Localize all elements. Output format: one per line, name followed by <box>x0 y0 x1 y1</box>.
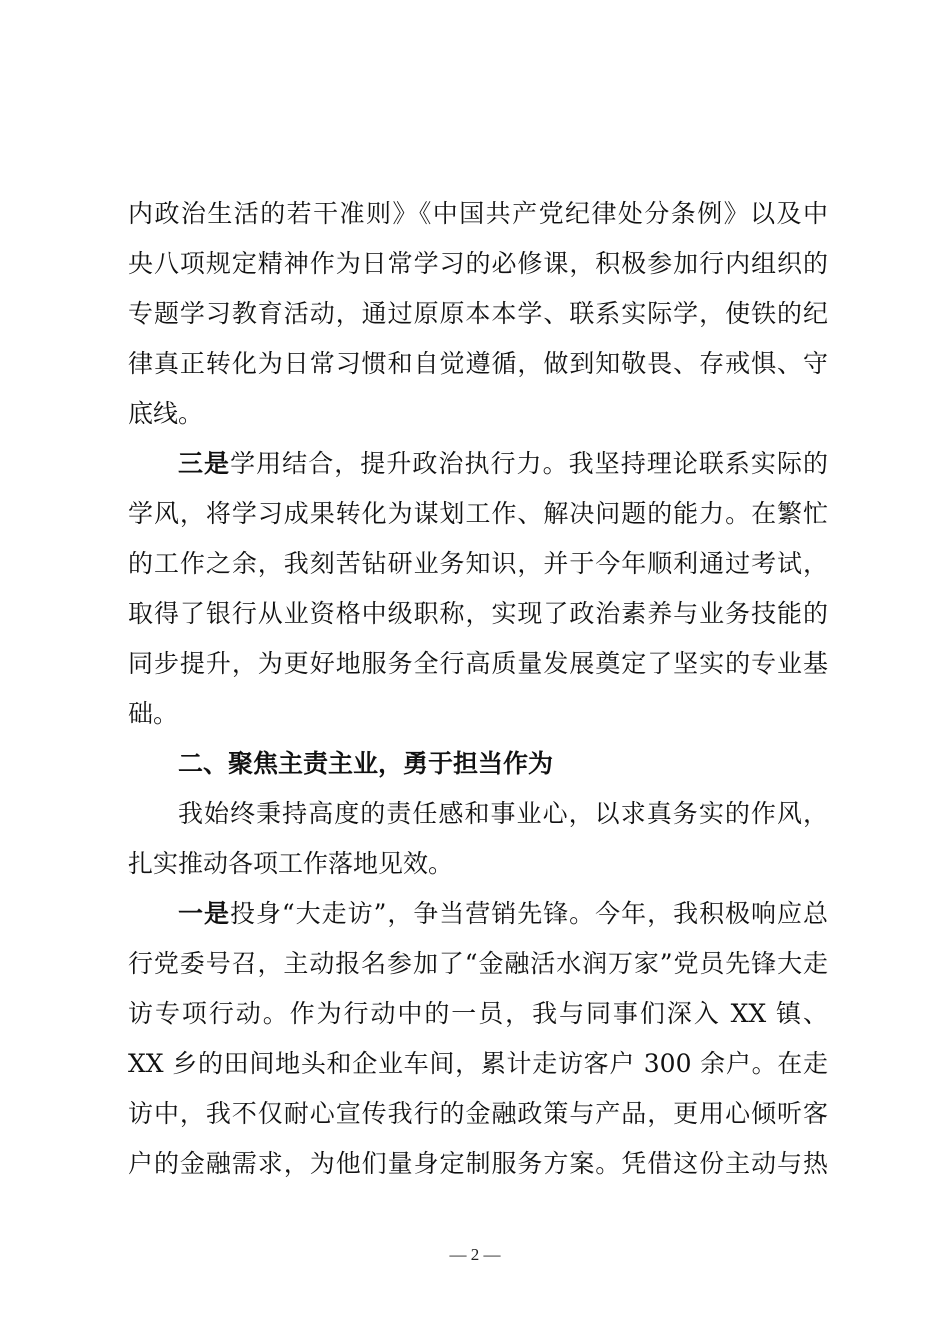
body-text-line: 访专项行动。作为行动中的一员，我与同事们深入 XX 镇、 <box>128 999 828 1028</box>
paragraph-text: 学用结合，提升政治执行力。我坚持理论联系实际的 <box>230 449 828 478</box>
section-heading: 二、聚焦主责主业，勇于担当作为 <box>178 749 554 778</box>
body-text-line: XX 乡的田间地头和企业车间，累计走访客户 300 余户。在走 <box>128 1049 828 1078</box>
body-text-line: 底线。 <box>128 399 204 428</box>
paragraph-lead: 一是 <box>178 899 230 928</box>
paragraph-first-line <box>178 889 828 939</box>
body-text-line: 学风，将学习成果转化为谋划工作、解决问题的能力。在繁忙 <box>128 499 828 528</box>
body-text-line: 取得了银行从业资格中级职称，实现了政治素养与业务技能的 <box>128 599 828 628</box>
body-text-line: 内政治生活的若干准则》《中国共产党纪律处分条例》以及中 <box>128 199 828 228</box>
body-text-line: 专题学习教育活动，通过原原本本学、联系实际学，使铁的纪 <box>128 299 828 328</box>
body-text-line: 我始终秉持高度的责任感和事业心，以求真务实的作风， <box>178 799 828 828</box>
page-number: — 2 — <box>449 1245 501 1264</box>
body-text-line: 律真正转化为日常习惯和自觉遵循，做到知敬畏、存戒惧、守 <box>128 349 828 378</box>
body-text-line: 央八项规定精神作为日常学习的必修课，积极参加行内组织的 <box>128 249 828 278</box>
paragraph-first-line <box>178 439 828 489</box>
body-text-line: 的工作之余，我刻苦钻研业务知识，并于今年顺利通过考试， <box>128 549 828 578</box>
body-text-line: 同步提升，为更好地服务全行高质量发展奠定了坚实的专业基 <box>128 649 828 678</box>
body-text-line: 户的金融需求，为他们量身定制服务方案。凭借这份主动与热 <box>128 1149 828 1178</box>
body-text-line: 行党委号召，主动报名参加了“金融活水润万家”党员先锋大走 <box>128 949 828 978</box>
body-text-line: 础。 <box>128 699 179 728</box>
body-text-line: 访中，我不仅耐心宣传我行的金融政策与产品，更用心倾听客 <box>128 1099 828 1128</box>
paragraph-text: 投身“大走访”，争当营销先锋。今年，我积极响应总 <box>229 899 828 928</box>
body-text-line: 扎实推动各项工作落地见效。 <box>128 849 454 878</box>
paragraph-lead: 三是 <box>178 449 231 478</box>
